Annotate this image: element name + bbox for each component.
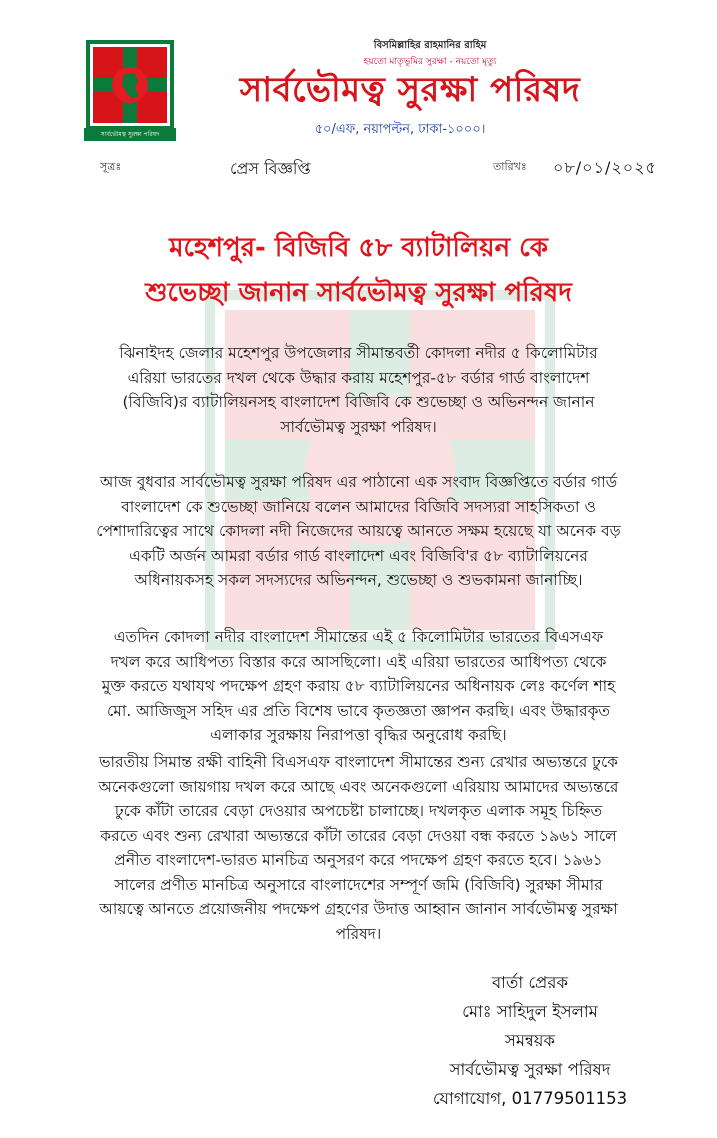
logo-caption: সার্বভৌমত্ব সুরক্ষা পরিষদ <box>84 128 176 141</box>
paragraph-2 <box>18 470 699 593</box>
paragraph-line: ঢুকে কাঁটা তারের বেড়া দেওয়ার অপচেষ্টা চালাচ্ছে। দখলকৃত এলাক সমূহ চিহ্নিত <box>114 802 603 820</box>
organization-logo-icon <box>86 40 174 140</box>
organization-name: সার্বভৌমত্ব সুরক্ষা পরিষদ <box>239 70 581 110</box>
paragraph-line: অনেকগুলো জায়গায় দখল করে আছে এবং অনেকগুলো এরিয়ায় আমাদের অভ্যন্তরে <box>98 777 619 796</box>
date-label: তারিখঃ <box>493 160 527 173</box>
paragraph-line: (বিজিবি)র ব্যাটালিয়নসহ বাংলাদেশ বিজিবি কে শুভেচ্ছা ও অভিনন্দন জানান <box>122 393 595 411</box>
paragraph-line: মো. আজিজুস সহিদ এর প্রতি বিশেষ ভাবে কৃতজ্ঞতা জ্ঞাপন করছি। এবং উদ্ধারকৃত <box>106 701 611 720</box>
reference-label: সূত্রঃ <box>100 160 122 173</box>
paragraph-1 <box>18 341 699 439</box>
paragraph-line: করতে এবং শুন্য রেখারা অভ্যন্তরে কাঁটা তারের বেড়া দেওয়া বন্ধ করতে ১৯৬১ সালে <box>100 826 617 845</box>
paragraph-line: আয়ত্বে আনতে প্রয়োজনীয় পদক্ষেপ গ্রহণের উদাত্ত আহ্বান জানান সার্বভৌমত্ব সুরক্ষা <box>99 900 618 918</box>
press-release-title: প্রেস বিজ্ঞপ্তি <box>230 159 311 178</box>
paragraph-4 <box>18 750 699 946</box>
paragraph-line: মুক্ত করতে যথাযথ পদক্ষেপ গ্রহণ করায় ৫৮ ব্যাটালিয়নের অধিনায়ক লেঃ কর্ণেল শাহ <box>101 677 616 695</box>
paragraph-line: সার্বভৌমত্ব সুরক্ষা পরিষদ। <box>280 417 437 436</box>
headline <box>20 226 697 316</box>
headline-line-2: শুভেচ্ছা জানান সার্বভৌমত্ব সুরক্ষা পরিষদ <box>145 278 572 308</box>
paragraph-line: একটি অর্জন আমরা বর্ডার গার্ড বাংলাদেশ এবং বিজিবি'র ৫৮ ব্যাটালিয়নের <box>129 546 588 565</box>
sender-label: বার্তা প্রেরক <box>491 973 568 992</box>
paragraph-line: এলাকার সুরক্ষায় নিরাপত্তা বৃদ্ধির অনুরোধ করছি। <box>210 726 507 744</box>
bismillah-text: বিসমিল্লাহির রাহমানির রাহিম <box>373 40 487 51</box>
paragraph-line: ঝিনাইদহ জেলার মহেশপুর উপজেলার সীমান্তবর্তী কোদলা নদীর ৫ কিলোমিটার <box>119 344 598 362</box>
paragraph-line: পরিষদ। <box>335 924 382 943</box>
paragraph-line: ভারতীয় সিমান্ত রক্ষী বাহিনী বিএসএফ বাংলাদেশ সীমান্তের শুন্য রেখার অভ্যন্তরে ঢুকে <box>98 753 619 771</box>
letterhead <box>0 0 717 150</box>
paragraph-3 <box>18 625 699 748</box>
sender-role: সমন্বয়ক <box>504 1031 556 1050</box>
headline-line-1: মহেশপুর- বিজিবি ৫৮ ব্যাটালিয়ন কে <box>169 233 548 263</box>
sender-name: মোঃ সাহিদুল ইসলাম <box>462 1002 598 1021</box>
paragraph-line: অধিনায়কসহ সকল সদস্যদের অভিনন্দন, শুভেচ্ছা ও শুভকামনা জানাচ্ছি। <box>134 571 583 589</box>
organization-address: ৫০/এফ, নয়াপল্টন, ঢাকা-১০০০। <box>314 122 486 137</box>
paragraph-line: এতদিন কোদলা নদীর বাংলাদেশ সীমান্তের এই ৫ কিলোমিটার ভারতের বিএসএফ <box>113 628 604 646</box>
paragraph-line: প্রনীত বাংলাদেশ-ভারত মানচিত্র অনুসরণ করে পদক্ষেপ গ্রহণ করতে হবে। ১৯৬১ <box>114 851 603 869</box>
date-value: ০৮/০১/২০২৫ <box>553 158 657 177</box>
signature-block <box>380 968 680 1113</box>
paragraph-line: আজ বুধবার সার্বভৌমত্ব সুরক্ষা পরিষদ এর পাঠানো এক সংবাদ বিজ্ঞপ্তিতে বর্ডার গার্ড <box>99 473 618 491</box>
paragraph-line: পেশাদারিত্বের সাথে কোদলা নদী নিজেদের আয়ত্বে আনতে সক্ষম হয়েছে যা অনেক বড় <box>96 522 621 540</box>
paragraph-line: এরিয়া ভারতের দখল থেকে উদ্ধার করায় মহেশপুর-৫৮ বর্ডার গার্ড বাংলাদেশ <box>127 368 590 387</box>
sender-contact: যোগাযোগ, 01779501153 <box>432 1089 628 1108</box>
paragraph-line: বাংলাদেশ কে শুভেচ্ছা জানিয়ে বলেন আমাদের বিজিবি সদস্যরা সাহসিকতা ও <box>121 497 596 516</box>
meta-row <box>0 152 717 186</box>
sender-organization: সার্বভৌমত্ব সুরক্ষা পরিষদ <box>449 1060 611 1079</box>
paragraph-line: সালের প্রণীত মানচিত্র অনুসারে বাংলাদেশের সম্পূর্ণ জমি (বিজিবি) সুরক্ষা সীমার <box>114 875 603 894</box>
motto-text: হয়তো মাতৃভূমির সুরক্ষা - নয়তো মৃত্যু <box>363 57 497 67</box>
paragraph-line: দখল করে আধিপত্য বিস্তার করে আসছিলো। এই এরিয়া ভারতের আধিপত্য থেকে <box>110 652 607 671</box>
